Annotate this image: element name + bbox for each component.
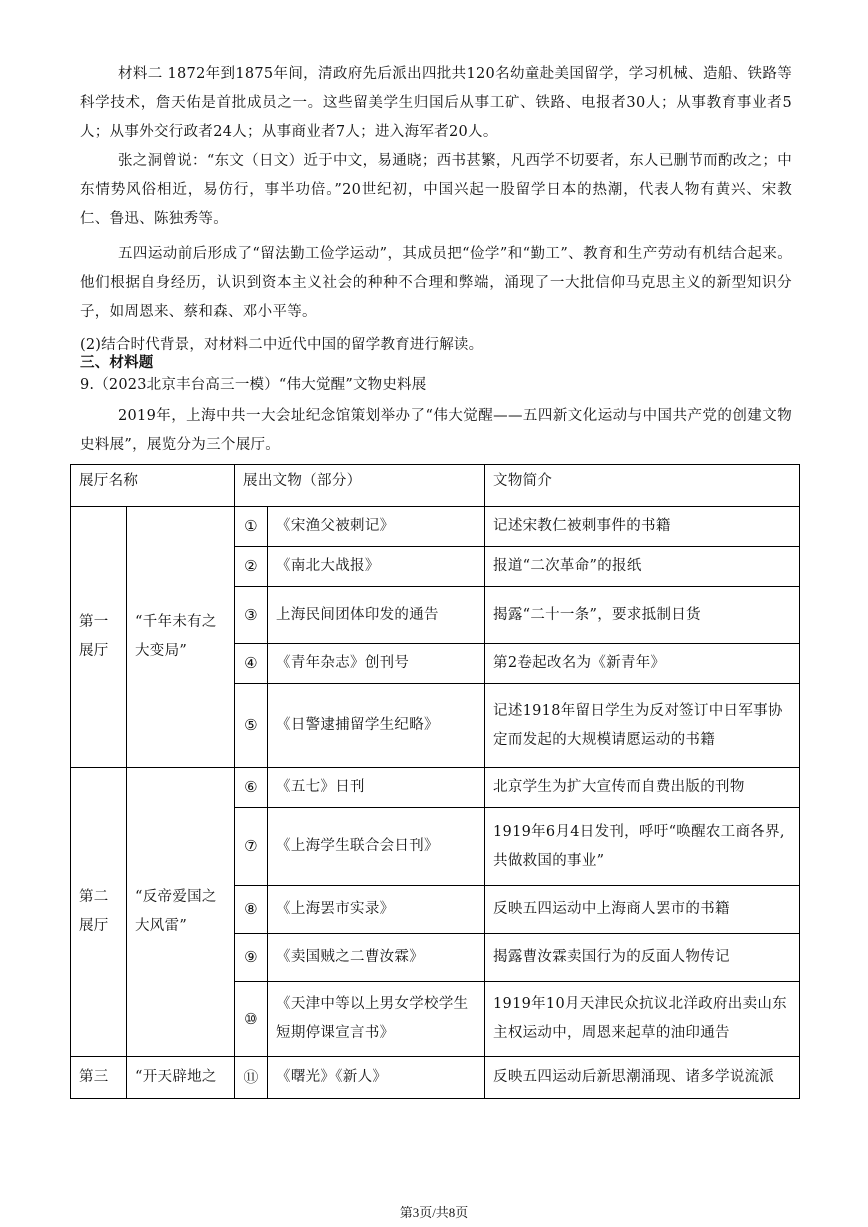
exhibit-item: 《青年杂志》创刊号 [268, 644, 485, 684]
material2-paragraph-3: 五四运动前后形成了“留法勤工俭学运动”，其成员把“俭学”和“勤工”、教育和生产劳动有机结合起来。他们根据自身经历，认识到资本主义社会的种种不合理和弊端，涌现了一大批信仰马克思主义的新型知识分子，如周恩来、蔡和森、邓小平等。 [80, 246, 792, 320]
row-number: ⑤ [235, 684, 268, 768]
row-number: ⑥ [235, 768, 268, 808]
table-row [71, 507, 800, 547]
exhibit-description: 第2卷起改名为《新青年》 [485, 644, 800, 684]
table-row [71, 768, 800, 808]
hall-2-name: 第二展厅 [71, 768, 127, 1057]
question-2: (2)结合时代背景，对材料二中近代中国的留学教育进行解读。 [80, 337, 484, 353]
exhibit-table [70, 464, 800, 1099]
hall-1-name: 第一展厅 [71, 507, 127, 768]
exhibit-description: 报道“二次革命”的报纸 [485, 547, 800, 587]
exhibit-item: 《卖国贼之二曹汝霖》 [268, 934, 485, 982]
exhibit-description: 记述1918年留日学生为反对签订中日军事协定而发起的大规模请愿运动的书籍 [485, 684, 800, 768]
row-number: ⑦ [235, 808, 268, 886]
table-row [71, 1057, 800, 1099]
exhibit-item: 《南北大战报》 [268, 547, 485, 587]
row-number: ③ [235, 587, 268, 644]
page-footer: 第3页/共8页 [399, 1205, 469, 1220]
exhibit-item: 《天津中等以上男女学校学生短期停课宣言书》 [268, 982, 485, 1057]
exhibit-item: 《曙光》《新人》 [268, 1057, 485, 1099]
exhibit-description: 反映五四运动中上海商人罢市的书籍 [485, 886, 800, 934]
exhibit-item: 《宋渔父被刺记》 [268, 507, 485, 547]
question-9-title: 9.（2023北京丰台高三一模）“伟大觉醒”文物史料展 [80, 377, 427, 393]
row-number: ⑩ [235, 982, 268, 1057]
row-number: ⑪ [235, 1057, 268, 1099]
hall-1-theme: “千年未有之大变局” [127, 507, 235, 768]
exhibit-description: 1919年6月4日发刊，呼吁“唤醒农工商各界,共做救国的事业” [485, 808, 800, 886]
exhibit-description: 反映五四运动后新思潮涌现、诸多学说流派 [485, 1057, 800, 1099]
exhibit-item: 《上海罢市实录》 [268, 886, 485, 934]
row-number: ⑧ [235, 886, 268, 934]
row-number: ② [235, 547, 268, 587]
row-number: ④ [235, 644, 268, 684]
exhibit-description: 1919年10月天津民众抗议北洋政府出卖山东主权运动中，周恩来起草的油印通告 [485, 982, 800, 1057]
exhibit-item: 《日警逮捕留学生纪略》 [268, 684, 485, 768]
hall-3-name: 第三 [71, 1057, 127, 1099]
table-header-row [71, 465, 800, 507]
exhibit-item: 上海民间团体印发的通告 [268, 587, 485, 644]
exhibit-description: 记述宋教仁被刺事件的书籍 [485, 507, 800, 547]
exhibit-description: 揭露曹汝霖卖国行为的反面人物传记 [485, 934, 800, 982]
exhibit-description: 揭露“二十一条”，要求抵制日货 [485, 587, 800, 644]
exhibit-description: 北京学生为扩大宣传而自费出版的刊物 [485, 768, 800, 808]
material2-paragraph-1: 材料二 1872年到1875年间，清政府先后派出四批共120名幼童赴美国留学，学习机械、造船、铁路等科学技术，詹天佑是首批成员之一。这些留美学生归国后从事工矿、铁路、电报者30人；从事教育事业者5人；从事外交行政者24人；从事商业者7人；进入海军者20人。 [80, 66, 792, 140]
exhibit-item: 《上海学生联合会日刊》 [268, 808, 485, 886]
exhibit-item: 《五七》日刊 [268, 768, 485, 808]
material2-paragraph-2: 张之洞曾说：“东文（日文）近于中文，易通晓；西书甚繁，凡西学不切要者，东人已删节而酌改之；中东情势风俗相近，易仿行，事半功倍。”20世纪初，中国兴起一股留学日本的热潮，代表人物有黄兴、宋教仁、鲁迅、陈独秀等。 [80, 153, 792, 227]
header-hall-name: 展厅名称 [71, 465, 235, 507]
row-number: ① [235, 507, 268, 547]
question-9-intro: 2019年，上海中共一大会址纪念馆策划举办了“伟大觉醒——五四新文化运动与中国共产党的创建文物史料展”，展览分为三个展厅。 [80, 408, 792, 453]
hall-3-theme: “开天辟地之 [127, 1057, 235, 1099]
section-heading: 三、材料题 [80, 355, 154, 371]
header-description: 文物简介 [485, 465, 800, 507]
row-number: ⑨ [235, 934, 268, 982]
hall-2-theme: “反帝爱国之大风雷” [127, 768, 235, 1057]
header-exhibits: 展出文物（部分） [235, 465, 485, 507]
